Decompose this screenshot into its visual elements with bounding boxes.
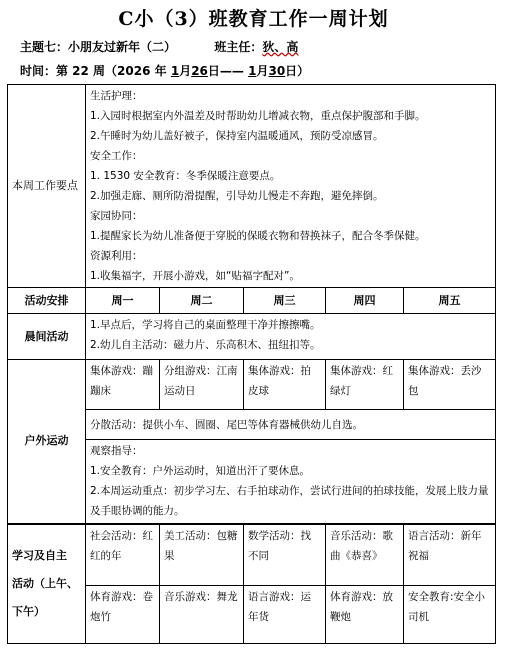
learning-label-line: 活动（上午、 bbox=[12, 576, 78, 590]
teacher-names: 狄、高 bbox=[262, 40, 299, 54]
outdoor-cell: 分组游戏：江南运动日 bbox=[160, 360, 244, 410]
observe-line: 1.安全教育：户外运动时，知道出汗了要休息。 bbox=[90, 465, 311, 477]
time-month-char-2: 月 bbox=[256, 64, 269, 78]
outdoor-dispersed: 分散活动：提供小车、圆圈、尾巴等体育器械供幼儿自选。 bbox=[86, 410, 496, 440]
learning-label bbox=[8, 524, 86, 644]
work-line: 1.收集福字，开展小游戏，如“贴福字配对”。 bbox=[90, 270, 300, 282]
schedule-label: 活动安排 bbox=[8, 288, 86, 314]
learning-cell: 音乐游戏：舞龙 bbox=[160, 586, 244, 644]
day-friday: 周五 bbox=[404, 288, 496, 314]
time-end-day: 30 bbox=[268, 64, 286, 78]
day-monday: 周一 bbox=[86, 288, 160, 314]
time-start-month: 1 bbox=[170, 64, 180, 78]
learning-cell: 音乐活动：歌曲《恭喜》 bbox=[326, 524, 404, 586]
work-line: 1.提醒家长为幼儿准备便于穿脱的保暖衣物和替换袜子，配合冬季保健。 bbox=[90, 230, 426, 242]
learning-cell: 体育游戏：卷炮竹 bbox=[86, 586, 160, 644]
time-month-char-1: 月 bbox=[179, 64, 192, 78]
outdoor-cell: 集体游戏：蹦蹦床 bbox=[86, 360, 160, 410]
learning-cell: 社会活动：红红的年 bbox=[86, 524, 160, 586]
time-end-month: 1 bbox=[248, 64, 257, 78]
work-line: 1. 1530 安全教育：冬季保暖注意要点。 bbox=[90, 170, 281, 182]
theme-line bbox=[20, 38, 298, 55]
time-end: 日） bbox=[285, 64, 310, 78]
morning-line: 1.早点后，学习将自己的桌面整理干净并擦擦嘴。 bbox=[90, 319, 321, 331]
observe-line: 2.本周运动重点：初步学习左、右手拍球动作，尝试行进间的拍球技能，发展上肢力量及手眼协调的能力。 bbox=[90, 485, 489, 517]
work-line: 安全工作： bbox=[90, 150, 143, 162]
morning-content bbox=[86, 314, 496, 360]
time-separator: 日—— bbox=[207, 64, 249, 78]
time-start-day: 26 bbox=[191, 64, 208, 78]
outdoor-cell: 集体游戏：丢沙包 bbox=[404, 360, 496, 410]
work-line: 资源利用： bbox=[90, 250, 143, 262]
day-wednesday: 周三 bbox=[244, 288, 326, 314]
theme-text: 主题七：小朋友过新年（二） bbox=[20, 40, 177, 54]
outdoor-cell: 集体游戏：拍皮球 bbox=[244, 360, 326, 410]
time-line bbox=[20, 62, 309, 79]
work-line: 生活护理： bbox=[90, 90, 143, 102]
outdoor-observe bbox=[86, 440, 496, 524]
learning-cell: 语言活动：新年祝福 bbox=[404, 524, 496, 586]
schedule-header-row bbox=[8, 288, 496, 314]
work-points-label: 本周工作要点 bbox=[8, 85, 86, 288]
day-tuesday: 周二 bbox=[160, 288, 244, 314]
work-points-content bbox=[86, 85, 496, 288]
learning-cell: 美工活动：包糖果 bbox=[160, 524, 244, 586]
learning-label-line: 学习及自主 bbox=[12, 548, 67, 562]
time-label: 时间：第 22 周（2026 年 bbox=[20, 64, 167, 78]
outdoor-cell: 集体游戏：红绿灯 bbox=[326, 360, 404, 410]
work-line: 1.入园时根据室内外温差及时帮助幼儿增减衣物，重点保护腹部和手脚。 bbox=[90, 110, 426, 122]
outdoor-label: 户外运动 bbox=[8, 360, 86, 524]
learning-cell: 体育游戏：放鞭炮 bbox=[326, 586, 404, 644]
learning-cell: 安全教育:安全小司机 bbox=[404, 586, 496, 644]
day-thursday: 周四 bbox=[326, 288, 404, 314]
learning-cell: 语言游戏：运年货 bbox=[244, 586, 326, 644]
work-points-row bbox=[8, 85, 496, 288]
work-line: 2.加强走廊、厕所防滑提醒，引导幼儿慢走不奔跑，避免摔倒。 bbox=[90, 190, 384, 202]
morning-row bbox=[8, 314, 496, 360]
morning-label: 晨间活动 bbox=[8, 314, 86, 360]
page-title: C小（3）班教育工作一周计划 bbox=[118, 8, 389, 30]
morning-line: 2.幼儿自主活动：磁力片、乐高积木、扭纽扣等。 bbox=[90, 339, 321, 351]
learning-cell: 数学活动：找不同 bbox=[244, 524, 326, 586]
work-line: 2.午睡时为幼儿盖好被子，保持室内温暖通风，预防受凉感冒。 bbox=[90, 130, 384, 142]
weekly-plan-table bbox=[7, 84, 496, 644]
learning-label-line: 下午） bbox=[12, 604, 45, 618]
learning-row-1 bbox=[8, 524, 496, 586]
observe-line: 观察指导： bbox=[90, 445, 143, 457]
work-line: 家园协同： bbox=[90, 210, 143, 222]
teacher-label: 班主任： bbox=[214, 40, 263, 54]
outdoor-group-row bbox=[8, 360, 496, 410]
